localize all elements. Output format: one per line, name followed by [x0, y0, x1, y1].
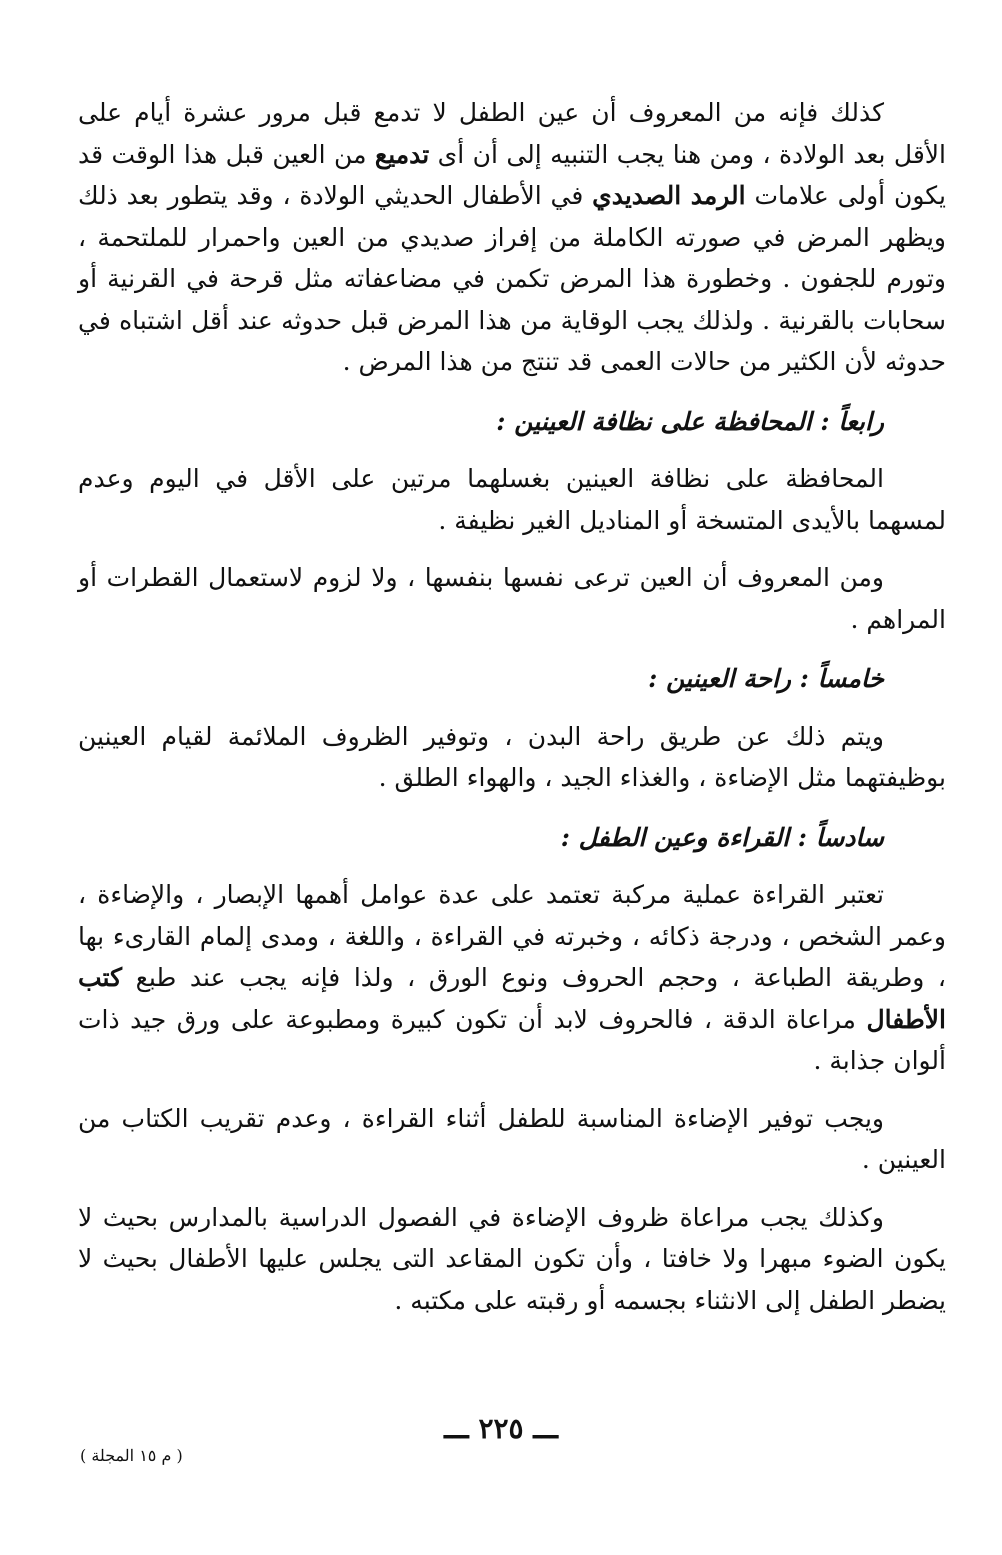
paragraph-text: في الأطفال الحديثي الولادة ، وقد يتطور بعد ذلك ويظهر المرض في صورته الكاملة من إفراز صديدي من العين واحمرار للملتحمة ، وتورم للجفون . وخطورة هذا المرض تكمن في مضاعفاته مثل قرحة في القرنية أو سحابات بالقرنية . ولذلك يجب الوقاية من هذا المرض قبل حدوثه عند أقل اشتباه في حدوثه لأن الكثير من حالات العمى قد تنتج من هذا المرض .	[78, 181, 946, 376]
paragraph-self-care	[78, 557, 946, 640]
document-page	[78, 92, 946, 1321]
page-number: ـــ ٢٢٥ ـــ	[444, 1412, 558, 1445]
paragraph-eye-cleaning	[78, 458, 946, 541]
emphasis-term: تدميع	[374, 139, 430, 169]
footer-note: ( م ١٥ المجلة )	[80, 1446, 183, 1465]
paragraph-eye-rest	[78, 716, 946, 799]
paragraph-reading-factors	[78, 874, 946, 1082]
section-heading-reading: سادساً : القراءة وعين الطفل :	[560, 822, 884, 852]
paragraph-text: ويتم ذلك عن طريق راحة البدن ، وتوفير الظروف الملائمة لقيام العينين بوظيفتهما مثل الإضاءة ، والغذاء الجيد ، والهواء الطلق .	[78, 721, 946, 792]
paragraph-text: ويجب توفير الإضاءة المناسبة للطفل أثناء القراءة ، وعدم تقريب الكتاب من العينين .	[78, 1103, 946, 1174]
paragraph-text: وكذلك يجب مراعاة ظروف الإضاءة في الفصول الدراسية بالمدارس بحيث لا يكون الضوء مبهرا ولا خافتا ، وأن تكون المقاعد التى يجلس عليها الأطفال بحيث لا يضطر الطفل إلى الانثناء بجسمه أو رقبته على مكتبه .	[78, 1202, 946, 1315]
paragraph-text: كذلك فإنه من المعروف أن عين الطفل لا تدمع قبل مرور عشرة أيام على الأقل بعد الولادة ، ومن هنا يجب التنبيه إلى أن أى	[78, 98, 947, 169]
emphasis-term: كتب الأطفال	[78, 963, 946, 1034]
section-heading-eye-cleanliness: رابعاً : المحافظة على نظافة العينين :	[496, 406, 884, 436]
emphasis-term: الرمد الصديدي	[592, 181, 746, 210]
paragraph-text: من العين قبل هذا الوقت قد يكون أولى علامات	[78, 139, 946, 210]
paragraph-text: ومن المعروف أن العين ترعى نفسها بنفسها ، ولا لزوم لاستعمال القطرات أو المراهم .	[78, 563, 946, 634]
paragraph-text: مراعاة الدقة ، فالحروف لابد أن تكون كبيرة ومطبوعة على ورق جيد ذات ألوان جذابة .	[78, 1004, 946, 1075]
paragraph-text: المحافظة على نظافة العينين بغسلهما مرتين على الأقل في اليوم وعدم لمسهما بالأيدى المتسخة أو المناديل الغير نظيفة .	[78, 464, 946, 535]
paragraph-newborn-eye	[78, 92, 946, 383]
paragraph-text: تعتبر القراءة عملية مركبة تعتمد على عدة عوامل أهمها الإبصار ، والإضاءة ، وعمر الشخص ، ودرجة ذكائه ، وخبرته في القراءة ، واللغة ، ومدى إلمام القارىء بها ، وطريقة الطباعة ، وحجم الحروف ونوع الورق ، ولذا فإنه يجب عند طبع	[78, 880, 946, 992]
paragraph-reading-light	[78, 1098, 946, 1181]
section-heading-eye-rest: خامساً : راحة العينين :	[648, 664, 884, 693]
paragraph-classroom-light	[78, 1197, 946, 1322]
